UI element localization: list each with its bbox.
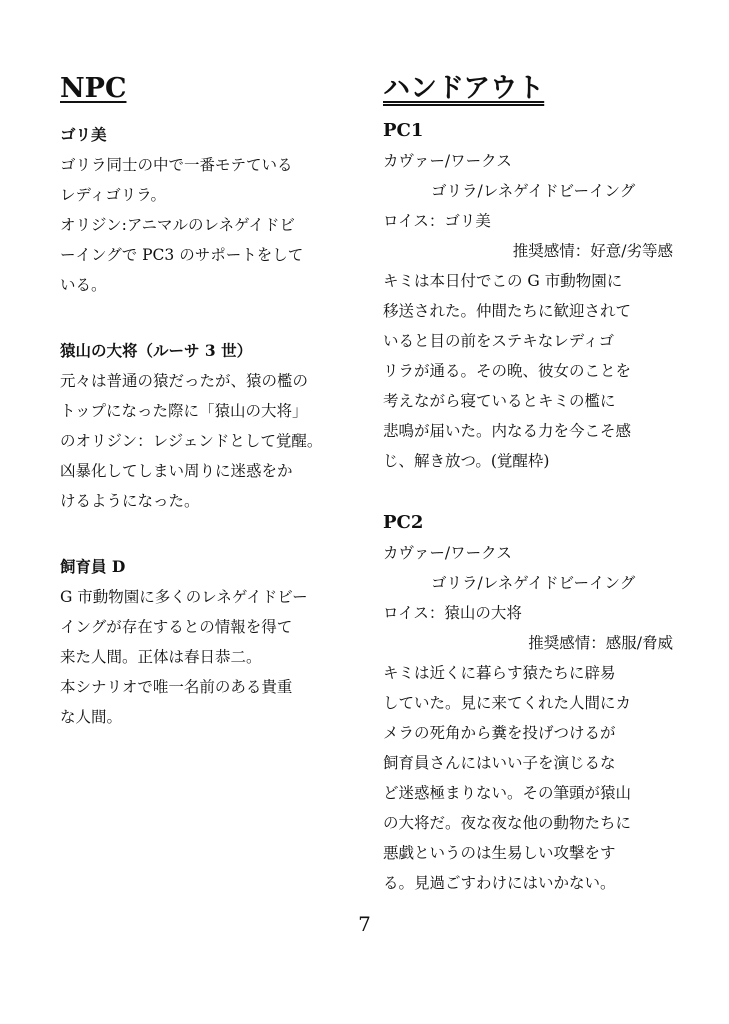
pc-syndrome: ゴリラ/レネゲイドビーイング <box>431 182 636 200</box>
npc-text-line: ーイングで PC3 のサポートをして <box>60 246 304 264</box>
pc-text-line: ど迷惑極まりない。その筆頭が猿山 <box>383 784 632 802</box>
npc-text-line: イングが存在するとの情報を得て <box>60 618 293 636</box>
npc-text-line: ゴリラ同士の中で一番モテている <box>60 156 293 174</box>
pc-text-line: 悪戯というのは生易しい攻撃をす <box>383 844 616 862</box>
npc-text-line: 本シナリオで唯一名前のある貴重 <box>60 678 293 696</box>
npc-name: ゴリ美 <box>60 125 107 144</box>
pc-text-line: じ、解き放つ。(覚醒枠) <box>383 452 550 470</box>
pc-id: PC1 <box>383 120 424 141</box>
pc-text-line: 移送された。仲間たちに歓迎されて <box>383 302 632 320</box>
npc-gorimi <box>60 120 350 300</box>
npc-text-line: 凶暴化してしまい周りに迷惑をか <box>60 462 293 480</box>
npc-text-line: いる。 <box>60 276 107 294</box>
pc-lois: ロイス：ゴリ美 <box>383 212 491 230</box>
pc-text-line: いると目の前をステキなレディゴ <box>383 332 614 350</box>
npc-text-line: G 市動物園に多くのレネゲイドビー <box>60 588 308 606</box>
npc-text-line: オリジン:アニマルのレネゲイドビ <box>60 216 296 234</box>
pc-text-line: 飼育員さんにはいい子を演じるな <box>383 754 616 772</box>
pc-text-line: していた。見に来てくれた人間にカ <box>383 694 632 712</box>
handout-heading: ハンドアウト <box>383 73 545 104</box>
npc-name: 猿山の大将（ルーサ 3 世） <box>60 341 253 360</box>
handout-pc1 <box>383 116 673 476</box>
handout-pc2 <box>383 508 673 898</box>
npc-text-line: 来た人間。正体は春日恭二。 <box>60 648 262 666</box>
pc-text-line: 悲鳴が届いた。内なる力を今こそ感 <box>383 422 632 440</box>
pc-id: PC2 <box>383 512 424 533</box>
npc-text-line: レディゴリラ。 <box>60 186 167 204</box>
pc-text-line: の大将だ。夜な夜な他の動物たちに <box>383 814 632 832</box>
npc-text-line: けるようになった。 <box>60 492 200 510</box>
npc-text-line: な人間。 <box>60 708 123 726</box>
pc-text-line: メラの死角から糞を投げつけるが <box>383 724 616 742</box>
pc-works: カヴァー/ワークス <box>383 544 512 562</box>
npc-text-line: トップになった際に「猿山の大将」 <box>60 402 308 420</box>
npc-column <box>60 72 350 732</box>
pc-text-line: リラが通る。その晩、彼女のことを <box>383 362 632 380</box>
pc-works: カヴァー/ワークス <box>383 152 512 170</box>
pc-lois: ロイス：猿山の大将 <box>383 604 522 622</box>
pc-syndrome: ゴリラ/レネゲイドビーイング <box>431 574 636 592</box>
pc-emotion: 推奨感情：好意/劣等感 <box>512 242 673 260</box>
npc-name: 飼育員 D <box>60 557 126 576</box>
handout-column <box>383 72 673 898</box>
page-number: 7 <box>358 912 371 936</box>
pc-text-line: る。見過ごすわけにはいかない。 <box>383 874 616 892</box>
npc-heading: NPC <box>60 73 127 104</box>
npc-text-line: のオリジン：レジェンドとして覚醒。 <box>60 432 323 450</box>
npc-saruyama <box>60 336 350 516</box>
pc-emotion: 推奨感情：感服/脅威 <box>528 634 673 652</box>
pc-text-line: 考えながら寝ているとキミの檻に <box>383 392 616 410</box>
npc-text-line: 元々は普通の猿だったが、猿の檻の <box>60 372 309 390</box>
pc-text-line: キミは近くに暮らす猿たちに辟易 <box>383 664 616 682</box>
npc-keeper <box>60 552 350 732</box>
pc-text-line: キミは本日付でこの G 市動物園に <box>383 272 623 290</box>
